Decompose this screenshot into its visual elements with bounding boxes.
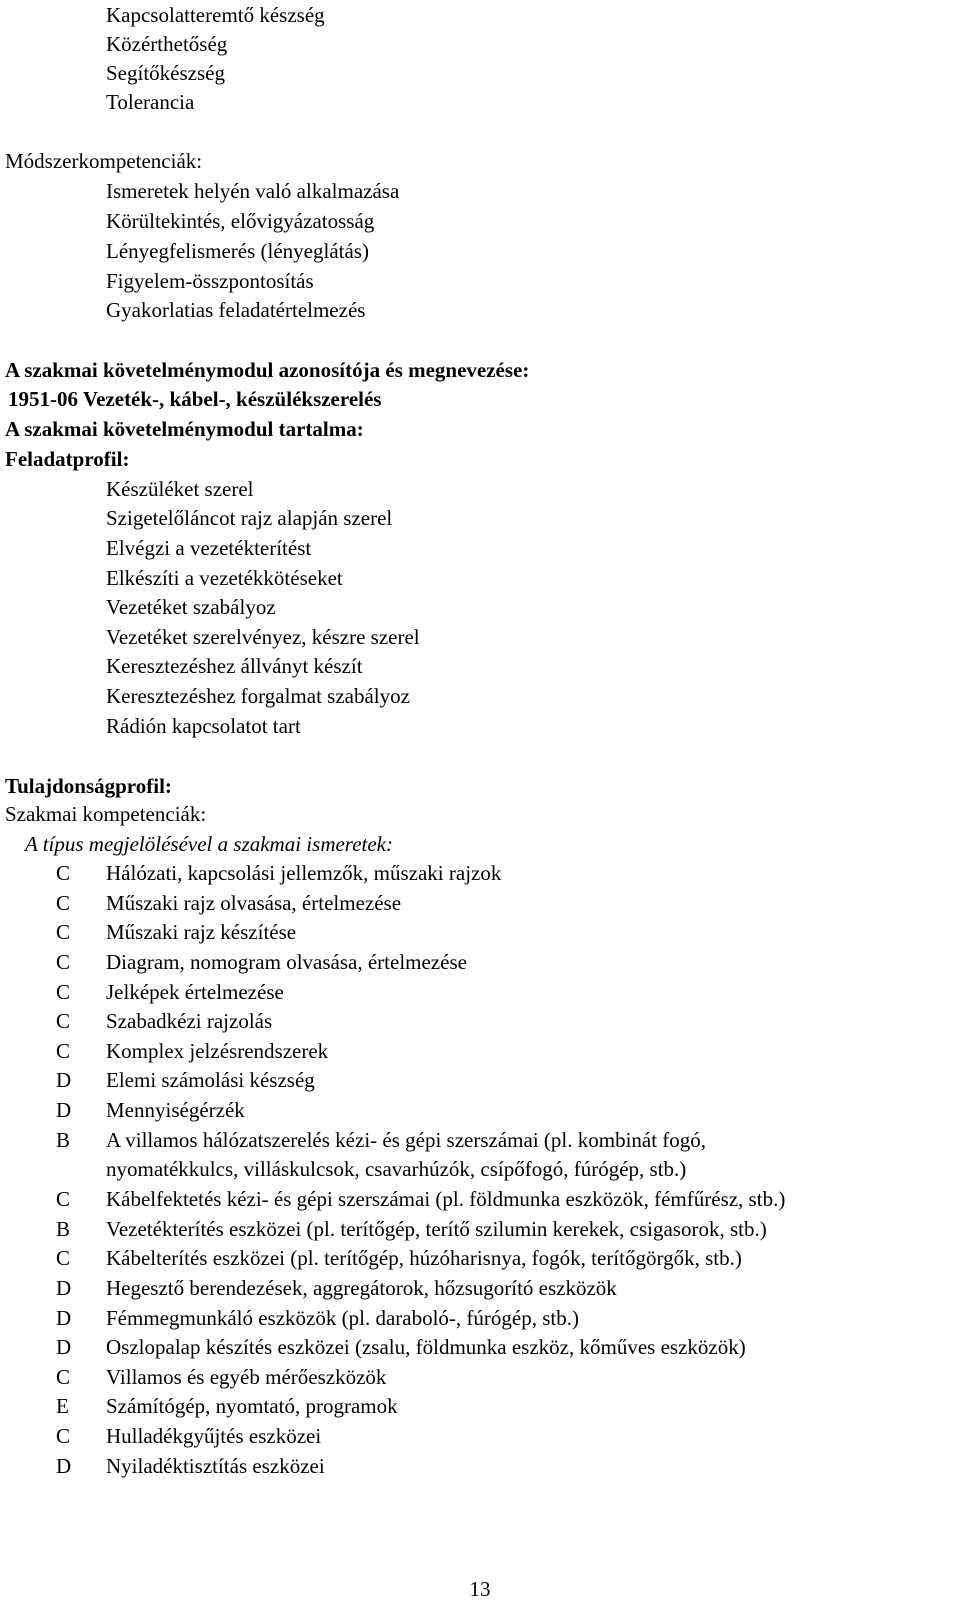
knowledge-text: Hulladékgyűjtés eszközei	[106, 1424, 322, 1448]
knowledge-text: Műszaki rajz olvasása, értelmezése	[106, 891, 402, 915]
knowledge-text: Számítógép, nyomtató, programok	[106, 1394, 398, 1418]
knowledge-type-code: C	[56, 1187, 71, 1211]
knowledge-type-code: E	[56, 1394, 69, 1418]
method-competency-item: Figyelem-összpontosítás	[106, 269, 314, 293]
top-list-item: Kapcsolatteremtő készség	[106, 3, 325, 27]
knowledge-type-code: C	[56, 1424, 71, 1448]
task-profile-heading: Feladatprofil:	[5, 447, 130, 471]
method-competency-item: Ismeretek helyén való alkalmazása	[106, 179, 400, 203]
task-profile-item: Vezetéket szabályoz	[106, 595, 276, 619]
type-note: A típus megjelölésével a szakmai ismeretek:	[25, 832, 393, 856]
module-content-heading: A szakmai követelménymodul tartalma:	[5, 417, 364, 441]
knowledge-type-code: C	[56, 980, 71, 1004]
knowledge-type-code: C	[56, 1039, 71, 1063]
knowledge-type-code: D	[56, 1098, 72, 1122]
method-competency-item: Gyakorlatias feladatértelmezés	[106, 298, 366, 322]
task-profile-item: Vezetéket szerelvényez, készre szerel	[106, 625, 420, 649]
method-competencies-heading: Módszerkompetenciák:	[5, 149, 203, 173]
knowledge-type-code: D	[56, 1335, 72, 1359]
knowledge-type-code: D	[56, 1306, 72, 1330]
knowledge-type-code: C	[56, 920, 71, 944]
knowledge-text: Kábelterítés eszközei (pl. terítőgép, húzóharisnya, fogók, terítőgörgők, stb.)	[106, 1246, 742, 1270]
knowledge-type-code: D	[56, 1068, 72, 1092]
knowledge-type-code: B	[56, 1217, 71, 1241]
module-id-heading: A szakmai követelménymodul azonosítója és megnevezése:	[5, 358, 530, 382]
knowledge-text-continuation: nyomatékkulcs, villáskulcsok, csavarhúzók, csípőfogó, fúrógép, stb.)	[106, 1157, 687, 1181]
top-list-item: Segítőkészség	[106, 61, 225, 85]
property-profile-heading: Tulajdonságprofil:	[5, 774, 172, 798]
knowledge-text: Hálózati, kapcsolási jellemzők, műszaki rajzok	[106, 861, 502, 885]
page-number: 13	[469, 1577, 491, 1601]
method-competency-item: Körültekintés, elővigyázatosság	[106, 209, 375, 233]
top-list-item: Tolerancia	[106, 90, 195, 114]
task-profile-item: Rádión kapcsolatot tart	[106, 714, 301, 738]
task-profile-item: Szigetelőláncot rajz alapján szerel	[106, 506, 393, 530]
knowledge-text: Komplex jelzésrendszerek	[106, 1039, 329, 1063]
knowledge-type-code: C	[56, 1365, 71, 1389]
knowledge-text: Mennyiségérzék	[106, 1098, 245, 1122]
professional-competencies-heading: Szakmai kompetenciák:	[5, 802, 207, 826]
knowledge-type-code: C	[56, 891, 71, 915]
knowledge-text: Elemi számolási készség	[106, 1068, 315, 1092]
knowledge-text: Fémmegmunkáló eszközök (pl. daraboló-, fúrógép, stb.)	[106, 1306, 579, 1330]
top-list-item: Közérthetőség	[106, 32, 228, 56]
knowledge-type-code: D	[56, 1454, 72, 1478]
knowledge-text: Kábelfektetés kézi- és gépi szerszámai (pl. földmunka eszközök, fémfűrész, stb.)	[106, 1187, 786, 1211]
knowledge-type-code: C	[56, 950, 71, 974]
knowledge-text: Jelképek értelmezése	[106, 980, 284, 1004]
knowledge-text: Szabadkézi rajzolás	[106, 1009, 273, 1033]
knowledge-type-code: C	[56, 861, 71, 885]
knowledge-text: Oszlopalap készítés eszközei (zsalu, földmunka eszköz, kőműves eszközök)	[106, 1335, 746, 1359]
knowledge-text: Hegesztő berendezések, aggregátorok, hőzsugorító eszközök	[106, 1276, 617, 1300]
task-profile-item: Keresztezéshez forgalmat szabályoz	[106, 684, 410, 708]
method-competency-item: Lényegfelismerés (lényeglátás)	[106, 239, 369, 263]
knowledge-text: Műszaki rajz készítése	[106, 920, 297, 944]
knowledge-text: Diagram, nomogram olvasása, értelmezése	[106, 950, 467, 974]
task-profile-item: Elkészíti a vezetékkötéseket	[106, 566, 343, 590]
knowledge-type-code: C	[56, 1009, 71, 1033]
knowledge-type-code: C	[56, 1246, 71, 1270]
task-profile-item: Készüléket szerel	[106, 477, 254, 501]
knowledge-type-code: B	[56, 1128, 71, 1152]
module-id-value: 1951-06 Vezeték-, kábel-, készülékszerelés	[8, 387, 382, 411]
knowledge-text: A villamos hálózatszerelés kézi- és gépi szerszámai (pl. kombinát fogó,	[106, 1128, 707, 1152]
knowledge-text: Nyiladéktisztítás eszközei	[106, 1454, 325, 1478]
knowledge-text: Vezetékterítés eszközei (pl. terítőgép, terítő szilumin kerekek, csigasorok, stb.)	[106, 1217, 767, 1241]
task-profile-item: Elvégzi a vezetékterítést	[106, 536, 312, 560]
knowledge-text: Villamos és egyéb mérőeszközök	[106, 1365, 387, 1389]
knowledge-type-code: D	[56, 1276, 72, 1300]
task-profile-item: Keresztezéshez állványt készít	[106, 654, 363, 678]
